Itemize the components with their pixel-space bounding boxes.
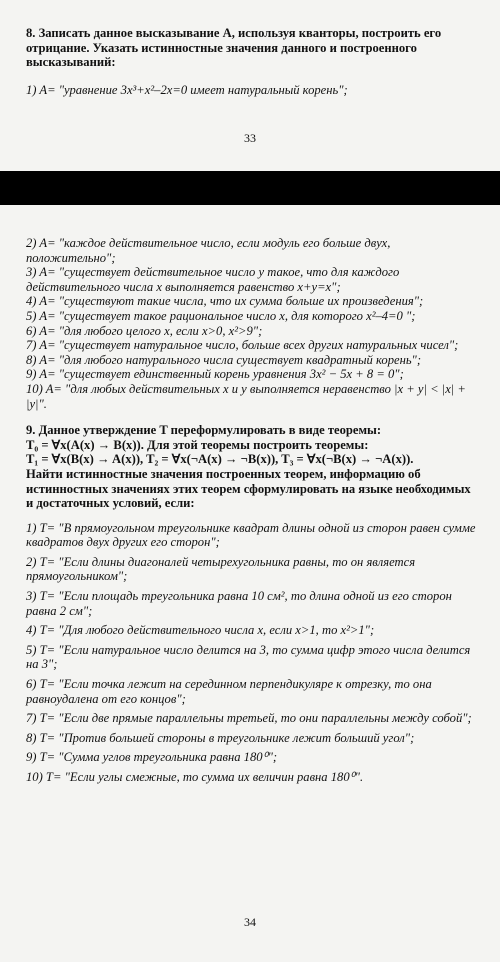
task-9-item: 1) T= "В прямоугольном треугольнике квадрат длины одной из сторон равен сумме квадратов двух других его сторон"; (26, 520, 476, 550)
task-9-item: 4) T= "Для любого действительного числа x, если x>1, то x²>1"; (26, 623, 375, 638)
task-9-item: 6) T= "Если точка лежит на серединном перпендикуляре к отрезку, то она равноудалена от его концов"; (26, 677, 432, 706)
task-9-item: 3) T= "Если площадь треугольника равна 10 см², то длина одной из его сторон равна 2 см"; (26, 589, 452, 618)
task-9-items (26, 521, 478, 785)
task-9-item: 5) T= "Если натуральное число делится на 3, то сумма цифр этого числа делится на 3"; (26, 642, 471, 672)
task-9-item: 9) T= "Сумма углов треугольника равна 180⁰"; (26, 750, 278, 765)
task-9-line-1: 9. Данное утверждение T переформулировать в виде теоремы: (26, 423, 382, 438)
task-9-line-3: T₁ = ∀x(B(x) → A(x)), T₂ = ∀x(¬A(x) → ¬B(x)), T₃ = ∀x(¬B(x) → ¬A(x)). (26, 452, 414, 467)
page-number: 33 (244, 131, 256, 145)
task-8-item: 4) A= "существуют такие числа, что их сумма больше их произведения"; (26, 294, 424, 309)
task-9-item: 10) T= "Если углы смежные, то сумма их величин равна 180⁰". (26, 770, 364, 784)
task-9-line-2: T₀ = ∀x(A(x) → B(x)). Для этой теоремы построить теоремы: (26, 437, 369, 452)
task-9-item: 2) T= "Если длины диагоналей четырехугольника равны, то он является прямоугольником"; (26, 554, 416, 584)
page-34 (0, 205, 500, 962)
task-8-item: 10) A= "для любых действительных x и y выполняется неравенство |x + y| < |x| + |y|". (26, 381, 466, 411)
task-8-item: 6) A= "для любого целого x, если x>0, x²>9"; (26, 323, 263, 338)
task-8-item: 2) A= "каждое действительное число, если модуль его больше двух, положительно"; (26, 236, 391, 265)
task-8-items (26, 236, 478, 411)
page-33 (0, 0, 500, 171)
task-8-item: 9) A= "существует единственный корень уравнения 3x² − 5x + 8 = 0"; (26, 367, 404, 382)
task-8-item: 7) A= "существует натуральное число, больше всех других натуральных чисел"; (26, 338, 459, 353)
task-9-header (26, 423, 478, 511)
task-9-rest: Найти истинностные значения построенных теорем, информацию об истинностных значениях этих теорем сформулировать на языке необходимых и достаточных условий, если: (26, 466, 471, 511)
task-9-item: 7) T= "Если две прямые параллельны третьей, то они параллельны между собой"; (26, 711, 472, 726)
task-8-item: 3) A= "существует действительное число y такое, что для каждого действительного числа x выполняется равенство x+y=x"; (26, 265, 400, 294)
task-9-item: 8) T= "Против большей стороны в треугольнике лежит больший угол"; (26, 730, 415, 745)
page-33-content (26, 26, 478, 97)
task-8-header: 8. Записать данное высказывание A, используя кванторы, построить его отрицание. Указать истинностные значения данного и построенного высказываний: (26, 26, 442, 70)
task-8-item: 8) A= "для любого натурального числа существует квадратный корень"; (26, 352, 422, 367)
task-8-item-1: 1) A= "уравнение 3x³+x²–2x=0 имеет натуральный корень"; (26, 82, 348, 97)
task-8-item: 5) A= "существует такое рациональное число x, для которого x²–4=0 "; (26, 308, 416, 323)
page-number: 34 (244, 915, 256, 929)
page-34-content (26, 236, 478, 785)
